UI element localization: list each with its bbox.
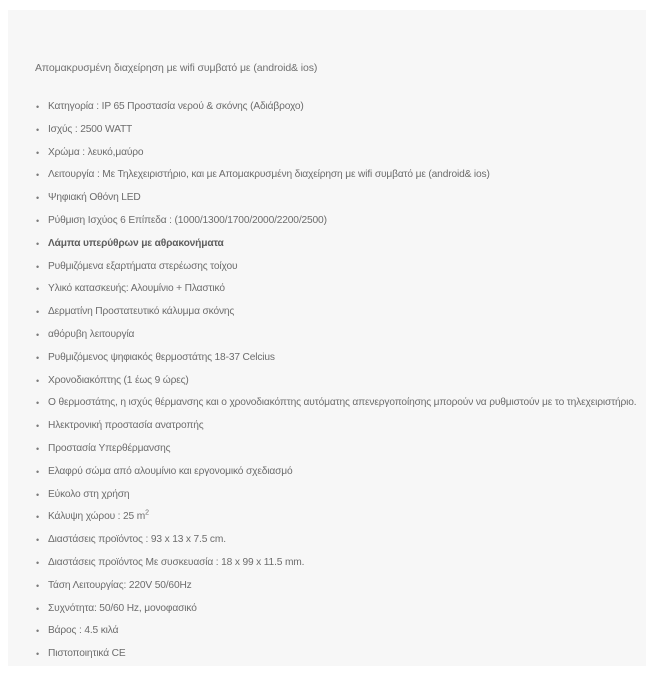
bullet-icon: • [36, 352, 40, 363]
spec-item-wall-mount: • Ρυθμιζόμενα εξαρτήματα στερέωσης τοίχου [35, 256, 640, 279]
bullet-icon: • [36, 466, 40, 477]
bullet-icon: • [36, 626, 40, 637]
bullet-icon: • [36, 238, 40, 249]
spec-item-coverage: • Κάλυψη χώρου : 25 $m^2$ [35, 506, 640, 529]
spec-list [35, 96, 640, 666]
bullet-icon: • [36, 443, 40, 454]
bullet-icon: • [36, 375, 40, 386]
bullet-icon: • [36, 215, 40, 226]
bullet-icon: • [36, 147, 40, 158]
spec-item-timer: • Χρονοδιακόπτης (1 έως 9 ώρες) [35, 370, 640, 393]
spec-item-frequency: • Συχνότητα: 50/60 Hz, μονοφασικό [35, 598, 640, 621]
bullet-icon: • [36, 535, 40, 546]
bullet-icon: • [36, 557, 40, 568]
spec-item-overheat: • Προστασία Υπερθέρμανσης [35, 438, 640, 461]
bullet-icon: • [36, 603, 40, 614]
spec-item-certificates: • Πιστοποιητικά CE [35, 643, 640, 666]
bullet-icon: • [36, 284, 40, 295]
spec-item-lamp: • Λάμπα υπερύθρων με αθρακονήματα [35, 233, 640, 256]
bullet-icon: • [36, 421, 40, 432]
bullet-icon: • [36, 649, 40, 660]
bullet-icon: • [36, 170, 40, 181]
bullet-icon: • [36, 398, 40, 409]
bullet-icon: • [36, 580, 40, 591]
product-description-panel [8, 10, 646, 666]
bullet-icon: • [36, 124, 40, 135]
spec-item-silent: • αθόρυβη λειτουργία [35, 324, 640, 347]
intro-text: Απομακρυσμένη διαχείρηση με wifi συμβατό με (android& ios) [35, 62, 318, 74]
bullet-icon: • [36, 261, 40, 272]
bullet-icon: • [36, 489, 40, 500]
spec-item-tip-protection: • Ηλεκτρονική προστασία ανατροπής [35, 415, 640, 438]
spec-item-material: • Υλικό κατασκευής: Αλουμίνιο + Πλαστικό [35, 278, 640, 301]
spec-item-package-dimensions: • Διαστάσεις προϊόντος Με συσκευασία : 18 x 99 x 11.5 mm. [35, 552, 640, 575]
bullet-icon: • [36, 512, 40, 523]
spec-item-body: • Ελαφρύ σώμα από αλουμίνιο και εργονομικό σχεδιασμό [35, 461, 640, 484]
spec-item-remote-adjust: • Ο θερμοστάτης, η ισχύς θέρμανσης και ο χρονοδιακόπτης αυτόματης απενεργοποίησης μπορούν να ρυθμιστούν με το τηλεχειριστήριο. [35, 392, 640, 415]
spec-item-display: • Ψηφιακή Οθόνη LED [35, 187, 640, 210]
spec-item-voltage: • Τάση Λειτουργίας: 220V 50/60Hz [35, 575, 640, 598]
bullet-icon: • [36, 329, 40, 340]
spec-item-dust-cover: • Δερματίνη Προστατευτικό κάλυμμα σκόνης [35, 301, 640, 324]
spec-item-dimensions: • Διαστάσεις προϊόντος : 93 x 13 x 7.5 cm. [35, 529, 640, 552]
coverage-superscript: 2 [145, 509, 149, 517]
bullet-icon: • [36, 307, 40, 318]
spec-item-power: • Ισχύς : 2500 WATT [35, 119, 640, 142]
spec-item-thermostat: • Ρυθμιζόμενος ψηφιακός θερμοστάτης 18-37 Celcius [35, 347, 640, 370]
spec-item-operation: • Λειτουργία : Με Τηλεχειριστήριο, και με Απομακρυσμένη διαχείρηση με wifi συμβατό με (android& ios) [35, 164, 640, 187]
spec-item-power-levels: • Ρύθμιση Ισχύος 6 Επίπεδα : (1000/1300/1700/2000/2200/2500) [35, 210, 640, 233]
bullet-icon: • [36, 193, 40, 204]
spec-item-category: • Κατηγορία : IP 65 Προστασία νερού & σκόνης (Αδιάβροχο) [35, 96, 640, 119]
spec-item-easy-use: • Εύκολο στη χρήση [35, 484, 640, 507]
spec-item-weight: • Βάρος : 4.5 κιλά [35, 620, 640, 643]
spec-item-color: • Χρώμα : λευκό,μαύρο [35, 142, 640, 165]
bullet-icon: • [36, 102, 40, 112]
